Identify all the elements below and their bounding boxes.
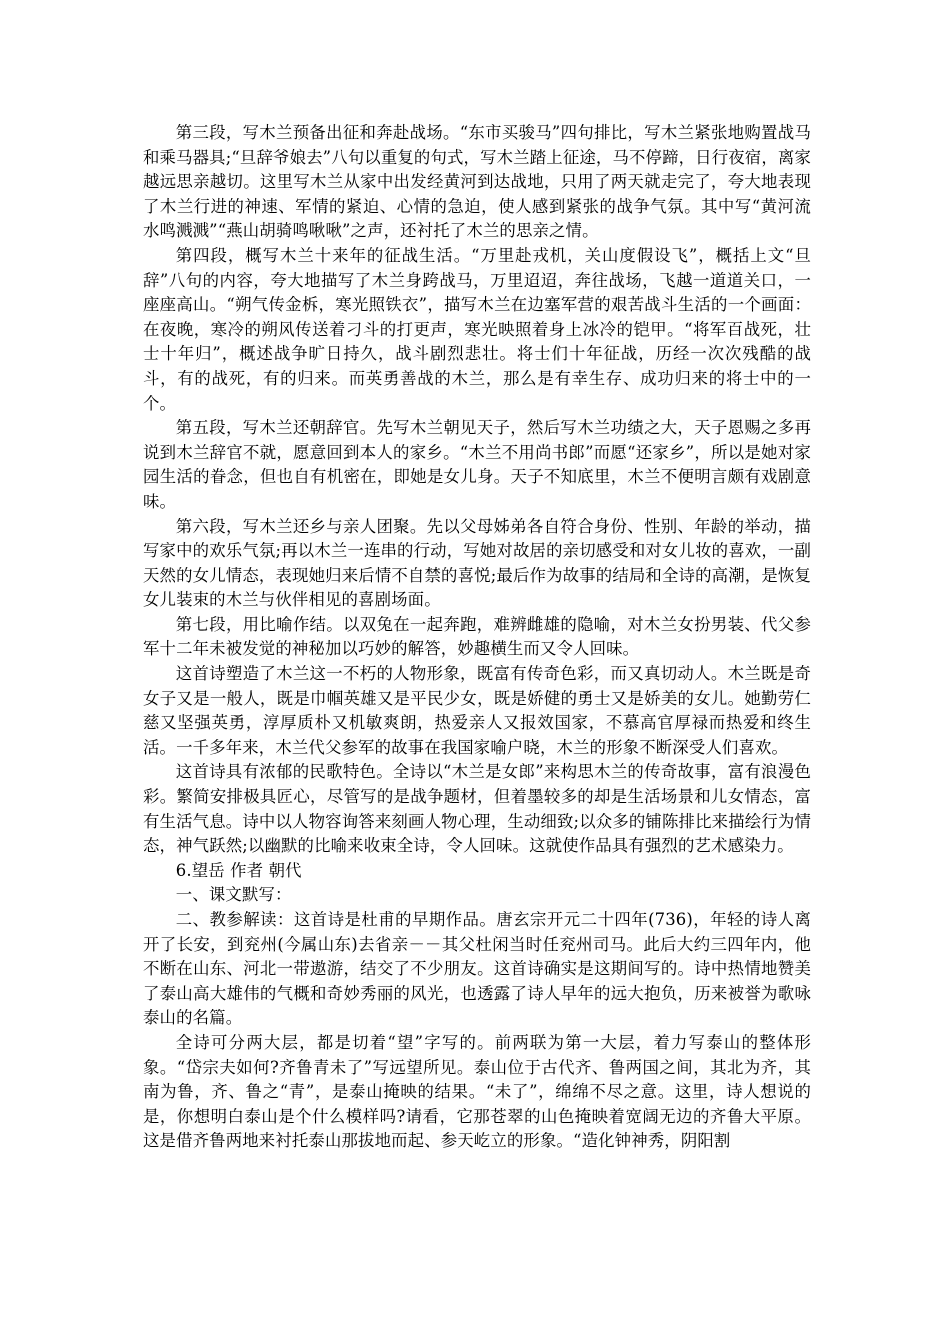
subheading-recitation: 一、课文默写： bbox=[175, 885, 292, 905]
section-heading-wangyue: 6.望岳 作者 朝代 bbox=[175, 860, 302, 880]
paragraph-mulan-section-3: 第三段，写木兰预备出征和奔赴战场。“东市买骏马”四句排比，写木兰紧张地购置战马和乘马器具;“旦辞爷娘去”八句以重复的句式，写木兰踏上征途，马不停蹄，日行夜宿，离家越远思亲越切。这里写木兰从家中出发经黄河到达战地，只用了两天就走完了，夸大地表现了木兰行进的神速、军情的紧迫、心情的急迫，使人感到紧张的战争气氛。其中写“黄河流水鸣溅溅”“燕山胡骑鸣啾啾”之声，还衬托了木兰的思亲之情。 bbox=[143, 123, 811, 241]
paragraph-mulan-character: 这首诗塑造了木兰这一不朽的人物形象，既富有传奇色彩，而又真切动人。木兰既是奇女子又是一般人，既是巾帼英雄又是平民少女，既是娇健的勇士又是娇美的女儿。她勤劳仁慈又坚强英勇，淳厚质朴又机敏爽朗，热爱亲人又报效国家，不慕高官厚禄而热爱和终生活。一千多年来，木兰代父参军的故事在我国家喻户晓，木兰的形象不断深受人们喜欢。 bbox=[143, 664, 811, 757]
paragraph-teaching-notes: 二、教参解读：这首诗是杜甫的早期作品。唐玄宗开元二十四年(736)，年轻的诗人离开了长安，到兖州(今属山东)去省亲－－其父杜闲当时任兖州司马。此后大约三四年内，他不断在山东、河北一带遨游，结交了不少朋友。这首诗确实是这期间写的。诗中热情地赞美了泰山高大雄伟的气概和奇妙秀丽的风光，也透露了诗人早年的远大抱负，历来被誉为歌咏泰山的名篇。 bbox=[143, 910, 811, 1028]
paragraph-mulan-style: 这首诗具有浓郁的民歌特色。全诗以“木兰是女郎”来构思木兰的传奇故事，富有浪漫色彩。繁简安排极具匠心，尽管写的是战争题材，但着墨较多的却是生活场景和儿女情态，富有生活气息。诗中以人物容询答来刻画人物心理，生动细致;以众多的铺陈排比来描绘行为情态，神气跃然;以幽默的比喻来收束全诗，令人回味。这就使作品具有强烈的艺术感染力。 bbox=[143, 762, 811, 856]
paragraph-mulan-section-5: 第五段，写木兰还朝辞官。先写木兰朝见天子，然后写木兰功绩之大，天子恩赐之多再说到木兰辞官不就，愿意回到本人的家乡。“木兰不用尚书郎”而愿“还家乡”，所以是她对家园生活的眷念，但也自有机密在，即她是女儿身。天子不知底里，木兰不便明言颇有戏剧意味。 bbox=[143, 418, 811, 511]
paragraph-mulan-section-4: 第四段，概写木兰十来年的征战生活。“万里赴戎机，关山度假设飞”，概括上文“旦辞”八句的内容，夸大地描写了木兰身跨战马，万里迢迢，奔往战场，飞越一道道关口，一座座高山。“朔气传金柝，寒光照铁衣”，描写木兰在边塞军营的艰苦战斗生活的一个画面：在夜晚，寒冷的朔风传送着刁斗的打更声，寒光映照着身上冰冷的铠甲。“将军百战死，壮士十年归”，概述战争旷日持久，战斗剧烈悲壮。将士们十年征战，历经一次次残酷的战斗，有的战死，有的归来。而英勇善战的木兰，那么是有幸生存、成功归来的将士中的一个。 bbox=[143, 245, 811, 413]
paragraph-mulan-section-7: 第七段，用比喻作结。以双兔在一起奔跑，难辨雌雄的隐喻，对木兰女扮男装、代父参军十二年未被发觉的神秘加以巧妙的解答，妙趣横生而又令人回味。 bbox=[143, 614, 811, 659]
document-page bbox=[143, 121, 811, 1154]
paragraph-mulan-section-6: 第六段，写木兰还乡与亲人团聚。先以父母姊弟各自符合身份、性别、年龄的举动，描写家中的欢乐气氛;再以木兰一连串的行动，写她对故居的亲切感受和对女儿妆的喜欢，一副天然的女儿情态，表现她归来后情不自禁的喜悦;最后作为故事的结局和全诗的高潮，是恢复女儿装束的木兰与伙伴相见的喜剧场面。 bbox=[143, 516, 811, 610]
paragraph-poem-structure: 全诗可分两大层，都是切着“望”字写的。前两联为第一大层，着力写泰山的整体形象。“岱宗夫如何?齐鲁青未了”写远望所见。泰山位于古代齐、鲁两国之间，其北为齐，其南为鲁，齐、鲁之“青”，是泰山掩映的结果。“未了”，绵绵不尽之意。这里，诗人想说的是，你想明白泰山是个什么模样吗?请看，它那苍翠的山色掩映着宽阔无边的齐鲁大平原。这是借齐鲁两地来衬托泰山那拔地而起、参天屹立的形象。“造化钟神秀，阴阳割 bbox=[143, 1032, 811, 1151]
